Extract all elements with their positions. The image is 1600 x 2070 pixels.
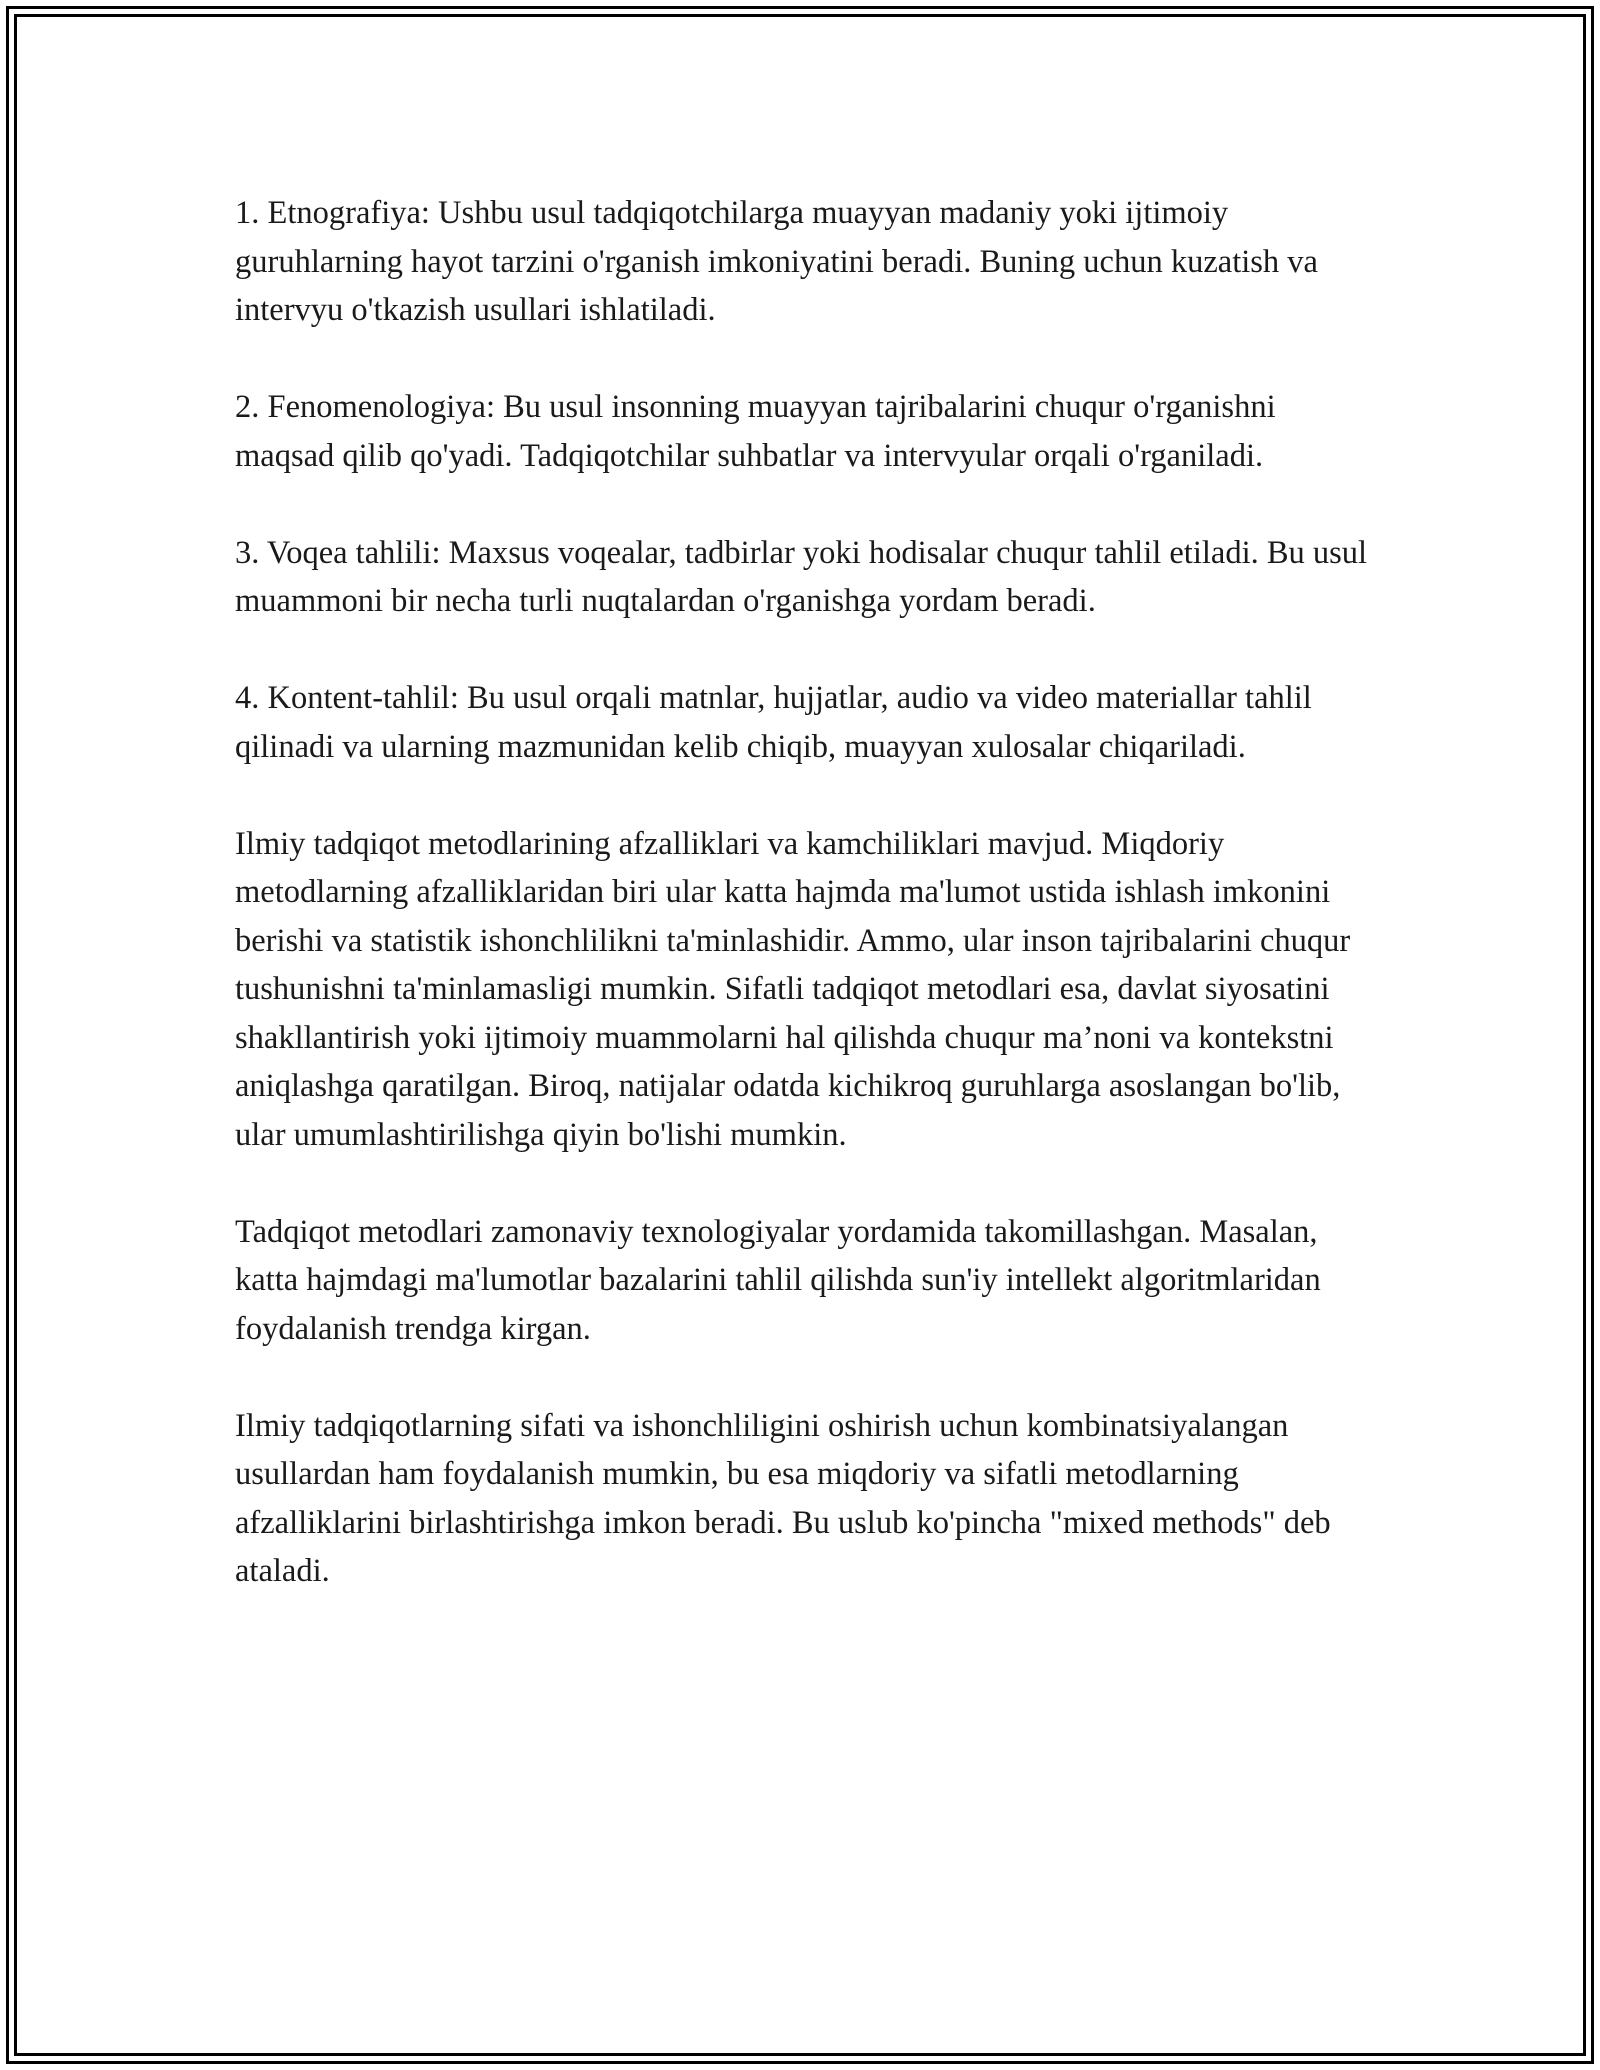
paragraph-fenomenologiya: 2. Fenomenologiya: Bu usul insonning muayyan tajribalarini chuqur o'rganishni maqsad qilib qo'yadi. Tadqiqotchilar suhbatlar va intervyular orqali o'rganiladi. — [235, 389, 1276, 474]
paragraph-voqea-tahlili: 3. Voqea tahlili: Maxsus voqealar, tadbirlar yoki hodisalar chuqur tahlil etiladi. Bu usul muammoni bir necha turli nuqtalardan o'rganishga yordam beradi. — [235, 534, 1368, 619]
paragraph-kontent-tahlil: 4. Kontent-tahlil: Bu usul orqali matnlar, hujjatlar, audio va video materiallar tahlil qilinadi va ularning mazmunidan kelib chiqib, muayyan xulosalar chiqariladi. — [235, 680, 1312, 765]
paragraph-mixed-methods: Ilmiy tadqiqotlarning sifati va ishonchliligini oshirish uchun kombinatsiyalangan usullardan ham foydalanish mumkin, bu esa miqdoriy va sifatli metodlarning afzalliklarini birlashtirishga imkon beradi. Bu uslub ko'pincha "mixed methods" deb ataladi. — [235, 1407, 1331, 1589]
paragraph-etnografiya: 1. Etnografiya: Ushbu usul tadqiqotchilarga muayyan madaniy yoki ijtimoiy guruhlarning hayot tarzini o'rganish imkoniyatini beradi. Buning uchun kuzatish va intervyu o'tkazish usullari ishlatiladi. — [235, 195, 1318, 328]
paragraph-afzalliklar: Ilmiy tadqiqot metodlarining afzalliklari va kamchiliklari mavjud. Miqdoriy metodlarning afzalliklaridan biri ular katta hajmda ma'lumot ustida ishlash imkonini berishi va statistik ishonchlilikni ta'minlashidir. Ammo, ular inson tajribalarini chuqur tushunishni ta'minlamasligi mumkin. Sifatli tadqiqot metodlari esa, davlat siyosatini shakllantirish yoki ijtimoiy muammolarni hal qilishda chuqur ma’noni va kontekstni aniqlashga qaratilgan. Biroq, natijalar odatda kichikroq guruhlarga asoslangan bo'lib, ular umumlashtirilishga qiyin bo'lishi mumkin. — [235, 825, 1351, 1153]
document-body — [235, 189, 1375, 1596]
paragraph-texnologiyalar: Tadqiqot metodlari zamonaviy texnologiyalar yordamida takomillashgan. Masalan, katta hajmdagi ma'lumotlar bazalarini tahlil qilishda sun'iy intellekt algoritmlaridan foydalanish trendga kirgan. — [235, 1213, 1321, 1347]
